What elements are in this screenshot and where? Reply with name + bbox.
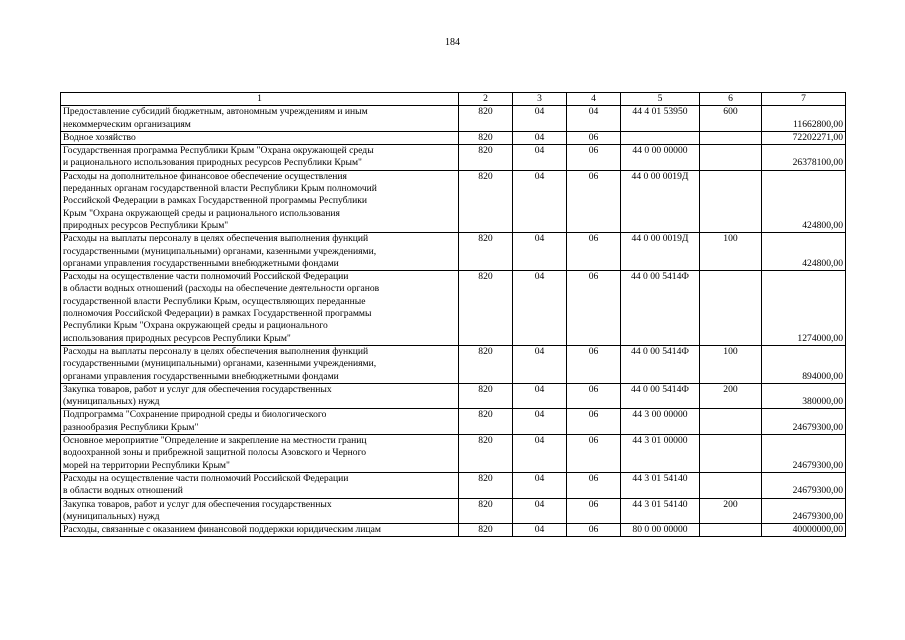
item-name-cell: Государственная программа Республики Крым "Охрана окружающей среды и рационального использования природных ресурсов Республики Крым" — [61, 145, 459, 171]
subsection-code-cell: 06 — [567, 472, 621, 498]
expense-type-cell — [700, 145, 762, 171]
subsection-code-cell: 06 — [567, 170, 621, 232]
item-name-cell: Предоставление субсидий бюджетным, автономным учреждениям и иным некоммерческим организациям — [61, 106, 459, 132]
section-code-cell: 04 — [513, 131, 567, 144]
item-name-cell: Расходы, связанные с оказанием финансовой поддержки юридическим лицам — [61, 524, 459, 537]
table-row — [61, 131, 846, 144]
ministry-code-cell: 820 — [459, 524, 513, 537]
expense-type-cell: 600 — [700, 106, 762, 132]
section-code-cell: 04 — [513, 472, 567, 498]
header-cell: 7 — [762, 93, 846, 106]
table-row — [61, 233, 846, 271]
expense-type-cell — [700, 409, 762, 435]
item-name-cell: Водное хозяйство — [61, 131, 459, 144]
target-article-cell: 44 3 00 00000 — [621, 409, 700, 435]
header-cell: 1 — [61, 93, 459, 106]
target-article-cell: 44 3 01 54140 — [621, 472, 700, 498]
section-code-cell: 04 — [513, 524, 567, 537]
table-row — [61, 271, 846, 346]
table-row — [61, 524, 846, 537]
section-code-cell: 04 — [513, 170, 567, 232]
section-code-cell: 04 — [513, 435, 567, 473]
expense-type-cell: 200 — [700, 383, 762, 409]
table-row — [61, 472, 846, 498]
subsection-code-cell: 04 — [567, 106, 621, 132]
expense-type-cell: 200 — [700, 498, 762, 524]
table-row — [61, 145, 846, 171]
item-name-cell: Закупка товаров, работ и услуг для обеспечения государственных (муниципальных) нужд — [61, 383, 459, 409]
amount-cell: 24679300,00 — [762, 472, 846, 498]
ministry-code-cell: 820 — [459, 131, 513, 144]
item-name-cell: Расходы на осуществление части полномочий Российской Федерации в области водных отношений — [61, 472, 459, 498]
subsection-code-cell: 06 — [567, 145, 621, 171]
expense-type-cell: 100 — [700, 345, 762, 383]
ministry-code-cell: 820 — [459, 271, 513, 346]
table-row — [61, 170, 846, 232]
expense-type-cell: 100 — [700, 233, 762, 271]
target-article-cell: 80 0 00 00000 — [621, 524, 700, 537]
table-row — [61, 498, 846, 524]
subsection-code-cell: 06 — [567, 383, 621, 409]
expense-type-cell — [700, 131, 762, 144]
ministry-code-cell: 820 — [459, 498, 513, 524]
section-code-cell: 04 — [513, 233, 567, 271]
item-name-cell: Основное мероприятие "Определение и закрепление на местности границ водоохранной зоны и прибрежной защитной полосы Азовского и Черного морей на территории Республики Крым" — [61, 435, 459, 473]
target-article-cell: 44 0 00 5414Ф — [621, 345, 700, 383]
ministry-code-cell: 820 — [459, 145, 513, 171]
subsection-code-cell: 06 — [567, 524, 621, 537]
table-row — [61, 409, 846, 435]
amount-cell: 11662800,00 — [762, 106, 846, 132]
amount-cell: 380000,00 — [762, 383, 846, 409]
amount-cell: 894000,00 — [762, 345, 846, 383]
section-code-cell: 04 — [513, 383, 567, 409]
subsection-code-cell: 06 — [567, 233, 621, 271]
item-name-cell: Расходы на выплаты персоналу в целях обеспечения выполнения функций государственными (муниципальными) органами, казенными учреждениями, органами управления государственными внебюджетными фондами — [61, 233, 459, 271]
target-article-cell: 44 0 00 5414Ф — [621, 383, 700, 409]
amount-cell: 424800,00 — [762, 233, 846, 271]
expense-type-cell — [700, 472, 762, 498]
page-number: 184 — [445, 37, 460, 48]
table-row — [61, 106, 846, 132]
target-article-cell: 44 0 00 5414Ф — [621, 271, 700, 346]
subsection-code-cell: 06 — [567, 131, 621, 144]
section-code-cell: 04 — [513, 145, 567, 171]
ministry-code-cell: 820 — [459, 472, 513, 498]
section-code-cell: 04 — [513, 409, 567, 435]
subsection-code-cell: 06 — [567, 435, 621, 473]
amount-cell: 24679300,00 — [762, 435, 846, 473]
target-article-cell: 44 0 00 0019Д — [621, 170, 700, 232]
amount-cell: 40000000,00 — [762, 524, 846, 537]
ministry-code-cell: 820 — [459, 409, 513, 435]
section-code-cell: 04 — [513, 271, 567, 346]
ministry-code-cell: 820 — [459, 345, 513, 383]
section-code-cell: 04 — [513, 498, 567, 524]
target-article-cell: 44 0 00 00000 — [621, 145, 700, 171]
amount-cell: 24679300,00 — [762, 409, 846, 435]
table-row — [61, 345, 846, 383]
amount-cell: 424800,00 — [762, 170, 846, 232]
ministry-code-cell: 820 — [459, 383, 513, 409]
header-cell: 4 — [567, 93, 621, 106]
header-cell: 3 — [513, 93, 567, 106]
header-cell: 5 — [621, 93, 700, 106]
expense-type-cell — [700, 435, 762, 473]
amount-cell: 1274000,00 — [762, 271, 846, 346]
table-row — [61, 383, 846, 409]
item-name-cell: Подпрограмма "Сохранение природной среды и биологического разнообразия Республики Крым" — [61, 409, 459, 435]
item-name-cell: Расходы на дополнительное финансовое обеспечение осуществления переданных органам государственной власти Республики Крым полномочий Российской Федерации в рамках Государственной программы Республики Крым "Охрана окружающей среды и рационального использования природных ресурсов Республики Крым" — [61, 170, 459, 232]
subsection-code-cell: 06 — [567, 409, 621, 435]
amount-cell: 24679300,00 — [762, 498, 846, 524]
item-name-cell: Закупка товаров, работ и услуг для обеспечения государственных (муниципальных) нужд — [61, 498, 459, 524]
section-code-cell: 04 — [513, 106, 567, 132]
section-code-cell: 04 — [513, 345, 567, 383]
target-article-cell: 44 3 01 54140 — [621, 498, 700, 524]
header-cell: 2 — [459, 93, 513, 106]
ministry-code-cell: 820 — [459, 435, 513, 473]
expense-type-cell — [700, 271, 762, 346]
subsection-code-cell: 06 — [567, 345, 621, 383]
expense-type-cell — [700, 524, 762, 537]
table-row — [61, 435, 846, 473]
subsection-code-cell: 06 — [567, 271, 621, 346]
ministry-code-cell: 820 — [459, 170, 513, 232]
subsection-code-cell: 06 — [567, 498, 621, 524]
target-article-cell — [621, 131, 700, 144]
ministry-code-cell: 820 — [459, 233, 513, 271]
target-article-cell: 44 3 01 00000 — [621, 435, 700, 473]
amount-cell: 26378100,00 — [762, 145, 846, 171]
item-name-cell: Расходы на выплаты персоналу в целях обеспечения выполнения функций государственными (муниципальными) органами, казенными учреждениями, органами управления государственными внебюджетными фондами — [61, 345, 459, 383]
budget-table — [60, 92, 846, 537]
target-article-cell: 44 0 00 0019Д — [621, 233, 700, 271]
item-name-cell: Расходы на осуществление части полномочий Российской Федерации в области водных отношений (расходы на обеспечение деятельности органов государственной власти Республики Крым, осуществляющих переданные полномочия Российской Федерации) в рамках Государственной программы Республики Крым "Охрана окружающей среды и рационального использования природных ресурсов Республики Крым" — [61, 271, 459, 346]
ministry-code-cell: 820 — [459, 106, 513, 132]
header-cell: 6 — [700, 93, 762, 106]
target-article-cell: 44 4 01 53950 — [621, 106, 700, 132]
expense-type-cell — [700, 170, 762, 232]
amount-cell: 72202271,00 — [762, 131, 846, 144]
table-header-row — [61, 93, 846, 106]
